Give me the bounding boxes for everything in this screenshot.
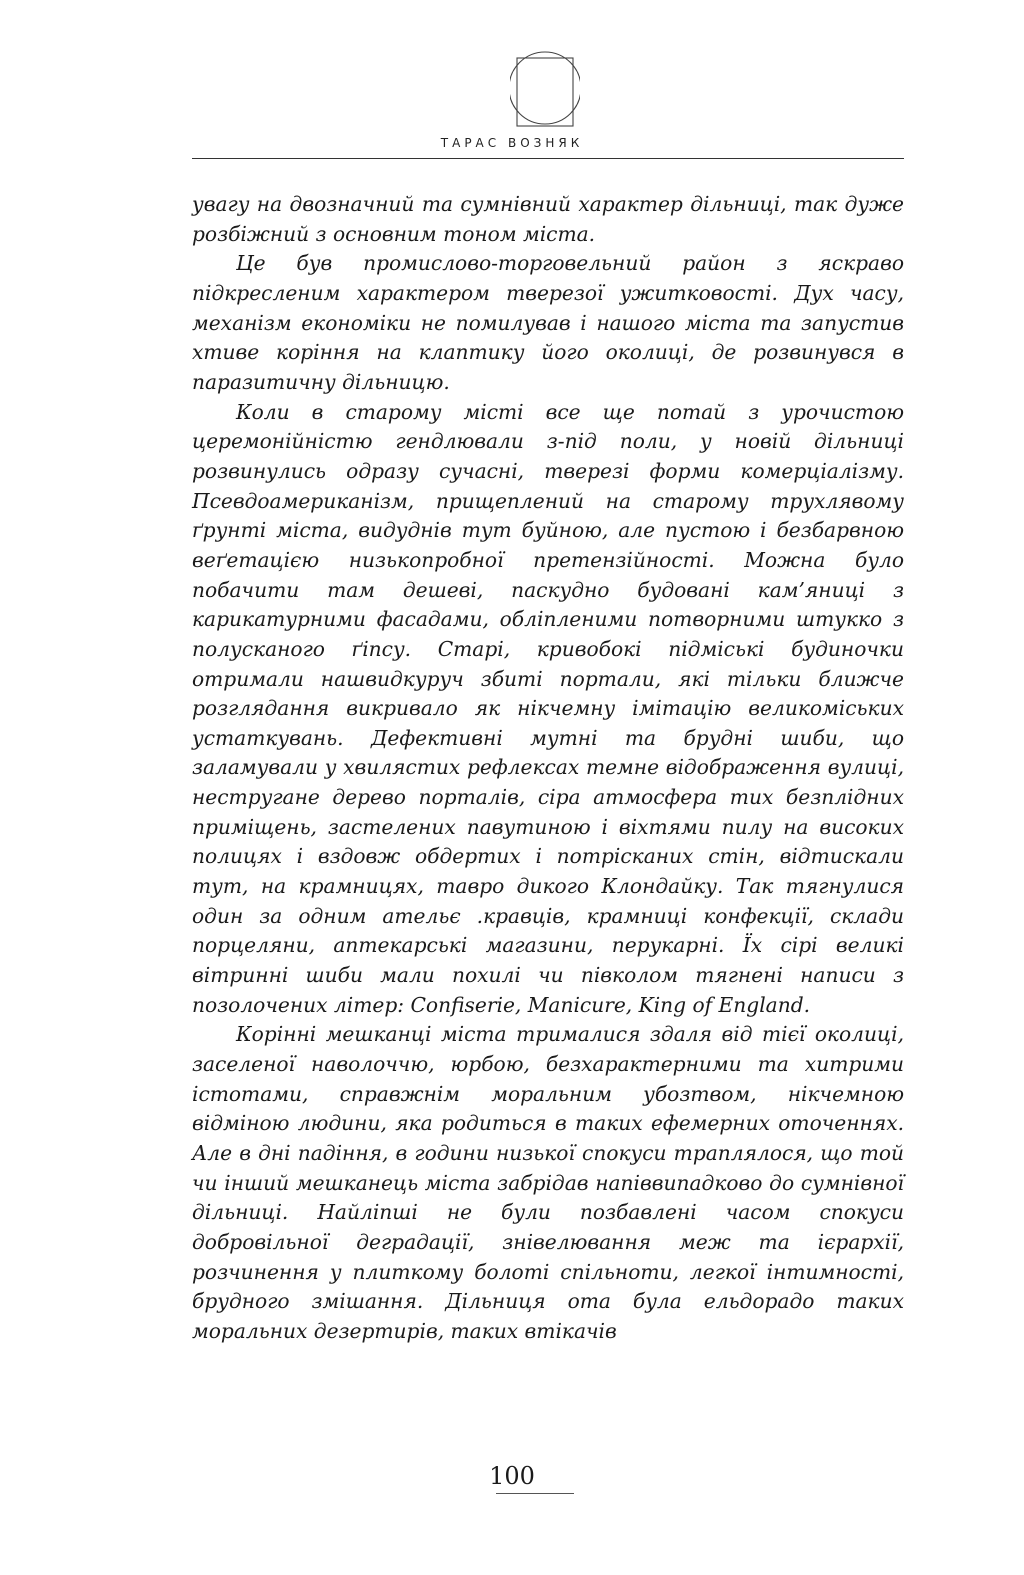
paragraph: увагу на двозначний та сумнівний характер дільниці, так дуже розбіжний з основним тоном міста. [192, 192, 904, 246]
paragraph: Це був промислово-торговельний район з яскраво підкресленим характером тверезої ужитковості. Дух часу, механізм економіки не помилував і нашого міста та запустив хтиве коріння на клаптику його околиці, де розвинувся в паразитичну дільницю. [192, 251, 904, 394]
page-number-rule [496, 1493, 574, 1494]
circle-square-emblem-icon [510, 48, 580, 128]
header-rule [192, 158, 904, 159]
body-text [192, 190, 904, 1347]
running-head: ТАРАС ВОЗНЯК [440, 136, 584, 150]
paragraph: Коли в старому місті все ще потай з урочистою церемонійністю гендлювали з-під поли, у новій дільниці розвинулись одразу сучасні, тверезі форми комерціалізму. Псевдоамериканізм, прищеплений на старому трухлявому ґрунті міста, видуднів тут буйною, але пустою і безбарвною веґетацією низькопробної претензійності. Можна було побачити там дешеві, паскудно будовані кам’яниці з карикатурними фасадами, обліпленими потворними штукко з полусканого ґіпсу. Старі, кривобокі підміські будиночки отримали нашвидкуруч збиті портали, які тільки ближче розглядання викривало як нікчемну імітацію великоміських устаткувань. Дефективні мутні та брудні шиби, що заламували у хвилястих рефлексах темне відображення вулиці, нестругане дерево порталів, сіра атмосфера тих безплідних приміщень, застелених павутиною і віхтями пилу на високих полицях і вздовж обдертих і потрісканих стін, відтискали тут, на крамницях, тавро дикого Клондайку. Так тягнулися один за одним ательє .кравців, крамниці конфекції, склади порцеляни, аптекарські магазини, перукарні. Їх сірі великі вітринні шиби мали похилі чи півколом тягнені написи з позолочених літер: Confiserie, Manicure, King of England. [192, 399, 904, 1017]
page-number: 100 [489, 1462, 535, 1490]
paragraph: Корінні мешканці міста трималися здаля від тієї околиці, заселеної наволоччю, юрбою, безхарактерними та хитрими істотами, справжнім моральним убозтвом, нікчемною відміною людини, яка родиться в таких ефемерних оточеннях. Але в дні падіння, в години низької спокуси траплялося, що той чи інший мешканець міста забрідав напіввипадково до сумнівної дільниці. Найліпші не були позбавлені часом спокуси добровільної деградації, знівелювання меж та ієрархії, розчинення у плиткому болоті спільноти, легкої інтимності, брудного змішання. Дільниця ота була ельдорадо таких моральних дезертирів, таких втікачів [192, 1022, 904, 1343]
